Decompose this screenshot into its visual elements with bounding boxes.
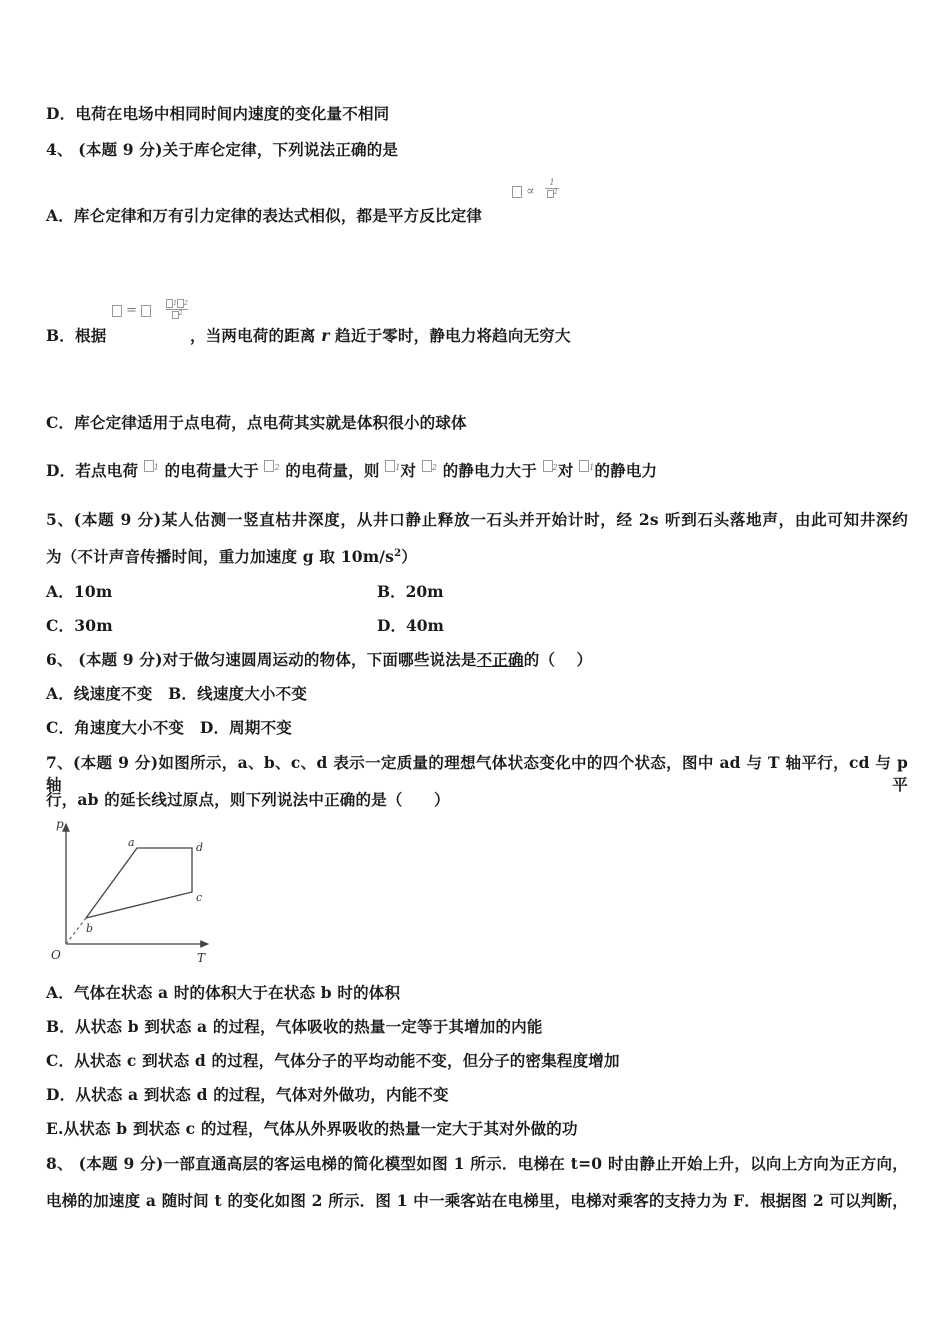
question-7-option-e: E.从状态 b 到状态 c 的过程，气体从外界吸收的热量一定大于其对外做的功 xyxy=(46,1119,578,1138)
question-5-option-d: D．40m xyxy=(377,616,444,635)
question-5-option-b: B．20m xyxy=(377,582,444,601)
formula-symbol-f2 xyxy=(112,305,122,317)
formula-fraction xyxy=(545,178,559,198)
question-5-stem-line-1: 5、(本题 9 分)某人估测一竖直枯井深度，从井口静止释放一石头并开始计时，经 2s 听到石头落地声，由此可知井深约 xyxy=(46,510,908,529)
question-4-option-c: C．库仑定律适用于点电荷，点电荷其实就是体积很小的球体 xyxy=(46,413,467,432)
question-7-option-c: C．从状态 c 到状态 d 的过程，气体分子的平均动能不变，但分子的密集程度增加 xyxy=(46,1051,620,1070)
question-6-stem: 6、 (本题 9 分)对于做匀速圆周运动的物体，下面哪些说法是不正确的（ ） xyxy=(46,650,593,669)
formula-equals: = xyxy=(126,303,138,318)
question-7-stem-line-1: 7、(本题 9 分)如图所示，a、b、c、d 表示一定质量的理想气体状态变化中的四个状态，图中 ad 与 T 轴平行，cd 与 p 轴平 xyxy=(46,753,908,794)
charge-q2-symbol-3: 2 xyxy=(543,455,558,474)
label-b: b xyxy=(86,922,94,935)
state-path xyxy=(86,848,192,918)
question-6-options-cd: C．角速度大小不变 D．周期不变 xyxy=(46,718,292,737)
label-c: c xyxy=(196,891,203,904)
question-8-stem-line-1: 8、 (本题 9 分)一部直通高层的客运电梯的简化模型如图 1 所示．电梯在 t=0 时由静止开始上升，以向上方向为正方向， xyxy=(46,1154,908,1173)
question-7-option-d: D．从状态 a 到状态 d 的过程，气体对外做功，内能不变 xyxy=(46,1085,449,1104)
formula-coulomb-denominator: 2 xyxy=(162,310,192,319)
extension-dashed-line xyxy=(66,918,86,944)
formula-inverse-square xyxy=(512,184,535,199)
question-6-options-ab: A．线速度不变 B．线速度大小不变 xyxy=(46,684,308,703)
formula-proportional: ∝ xyxy=(526,184,535,199)
question-5-option-a: A．10m xyxy=(46,582,113,601)
question-8-stem-line-2: 电梯的加速度 a 随时间 t 的变化如图 2 所示．图 1 中一乘客站在电梯里，电梯对乘客的支持力为 F．根据图 2 可以判断， xyxy=(46,1191,908,1210)
question-7-option-a: A．气体在状态 a 时的体积大于在状态 b 时的体积 xyxy=(46,983,401,1002)
question-7-option-b: B．从状态 b 到状态 a 的过程，气体吸收的热量一定等于其增加的内能 xyxy=(46,1017,543,1036)
formula-symbol-f xyxy=(512,186,522,198)
formula-coulomb xyxy=(112,303,151,318)
question-4-option-b: B．根据 xyxy=(46,326,107,345)
question-5-stem-line-2: 为（不计声音传播时间，重力加速度 g 取 $10m/s^2$） xyxy=(46,547,417,566)
label-o: O xyxy=(51,948,61,962)
formula-coulomb-fraction xyxy=(162,298,192,319)
option-d-previous: D．电荷在电场中相同时间内速度的变化量不相同 xyxy=(46,104,390,123)
question-7-stem-line-2: 行，ab 的延长线过原点，则下列说法中正确的是（ ） xyxy=(46,790,450,809)
question-4-stem: 4、 (本题 9 分)关于库仑定律，下列说法正确的是 xyxy=(46,140,399,159)
charge-q1-symbol-2: 1 xyxy=(385,455,400,474)
pt-diagram xyxy=(46,814,222,966)
question-4-option-a: A．库仑定律和万有引力定律的表达式相似，都是平方反比定律 xyxy=(46,206,483,225)
label-d: d xyxy=(196,841,204,854)
label-p: p xyxy=(56,817,64,831)
label-a: a xyxy=(128,836,135,849)
label-t: T xyxy=(197,951,206,965)
charge-q1-symbol: 1 xyxy=(144,455,159,474)
question-4-option-b-rest: ，当两电荷的距离 r 趋近于零时，静电力将趋向无穷大 xyxy=(190,326,571,345)
charge-q2-symbol-2: 2 xyxy=(422,455,437,474)
formula-coulomb-numerator: 1 2 xyxy=(162,298,192,308)
formula-numerator: 1 xyxy=(549,178,555,187)
formula-denominator: 2 xyxy=(545,189,559,198)
charge-q2-symbol: 2 xyxy=(264,455,279,474)
charge-q1-symbol-3: 1 xyxy=(579,455,594,474)
question-4-option-d: D．若点电荷 1 的电荷量大于 2 的电荷量，则 1对 2 的静电力大于 2对 1的静电力 xyxy=(46,459,657,481)
question-5-option-c: C．30m xyxy=(46,616,113,635)
formula-symbol-k xyxy=(141,305,151,317)
